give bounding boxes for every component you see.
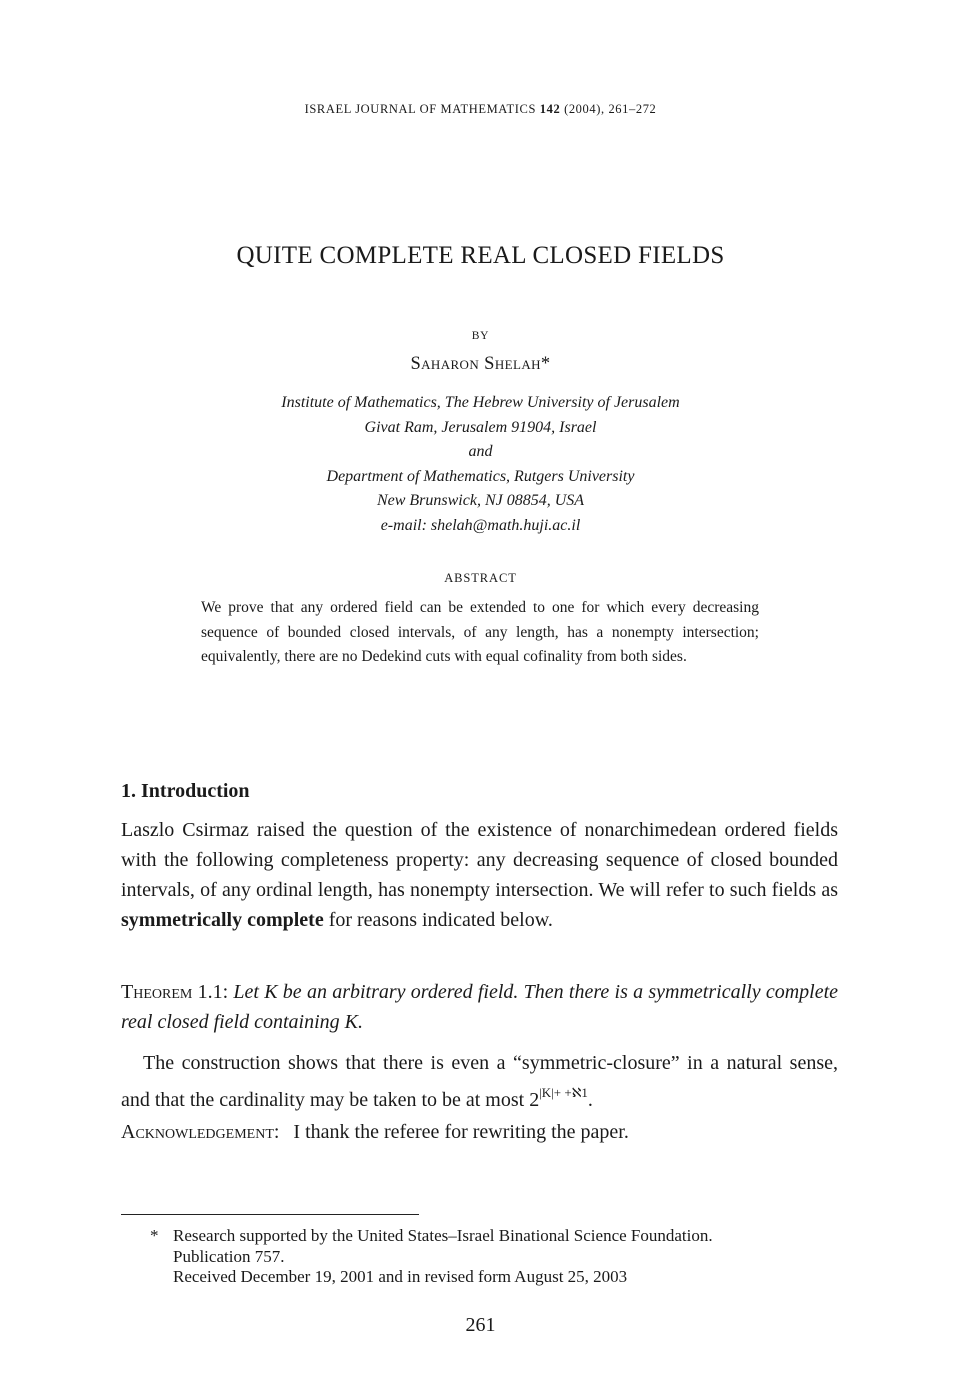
footnote <box>150 1226 840 1288</box>
footnote-marker: * <box>150 1226 159 1245</box>
journal-header <box>0 102 961 117</box>
acknowledgement <box>121 1121 838 1144</box>
author-name: Saharon Shelah* <box>410 354 551 374</box>
page-number: 261 <box>465 1314 496 1336</box>
construction-paragraph <box>121 1048 838 1115</box>
footnote-line: Publication 757. <box>173 1246 285 1266</box>
abstract-text: We prove that any ordered field can be extended to one for which every decreasing sequence of bounded closed intervals, of any length, has a nonempty intersection; equivalently, there are no Dedekind cuts with equal cofinality from both sides. <box>201 599 759 665</box>
affiliation-line: Institute of Mathematics, The Hebrew University of Jerusalem <box>281 394 680 411</box>
footnote-line: Received December 19, 2001 and in revised form August 25, 2003 <box>173 1267 628 1286</box>
acknowledgement-label: Acknowledgement: <box>121 1121 280 1143</box>
intro-text-start: Laszlo Csirmaz raised the question of the existence of nonarchimedean ordered fields with the following completeness property: any decreasing sequence of closed bounded intervals, of any ordinal length, has nonempty intersection. We will refer to such fields as <box>121 819 838 901</box>
affiliation-line: and <box>468 443 493 460</box>
affiliation-block <box>0 391 961 538</box>
theorem-1-1 <box>121 977 838 1037</box>
author-email: e-mail: shelah@math.huji.ac.il <box>380 516 581 534</box>
construction-end: . <box>587 1089 593 1111</box>
intro-text-end: for reasons indicated below. <box>323 909 553 931</box>
theorem-label: Theorem 1.1: <box>121 981 229 1003</box>
by-label: BY <box>471 330 490 342</box>
cardinality-exponent: |K|+ +ℵ1 <box>539 1085 588 1100</box>
footnote-line: Research supported by the United States–Israel Binational Science Foundation. <box>173 1226 713 1245</box>
section-heading: 1. Introduction <box>121 780 250 802</box>
acknowledgement-text: I thank the referee for rewriting the paper. <box>293 1121 629 1143</box>
affiliation-line: Givat Ram, Jerusalem 91904, Israel <box>364 418 597 436</box>
theorem-statement: Let K be an arbitrary ordered field. Then there is a symmetrically complete real closed field containing K. <box>121 981 839 1033</box>
abstract-heading: ABSTRACT <box>444 571 517 585</box>
affiliation-line: Department of Mathematics, Rutgers University <box>326 467 635 485</box>
journal-volume: 142 <box>539 102 561 116</box>
footnote-divider <box>121 1214 419 1215</box>
intro-paragraph <box>121 815 838 935</box>
construction-text: The construction shows that there is even a “symmetric-closure” in a natural sense, and that the cardinality may be taken to be at most 2 <box>121 1052 838 1111</box>
paper-title: QUITE COMPLETE REAL CLOSED FIELDS <box>236 242 725 269</box>
affiliation-line: New Brunswick, NJ 08854, USA <box>376 492 585 509</box>
intro-bold-term: symmetrically complete <box>121 909 324 931</box>
journal-name: ISRAEL JOURNAL OF MATHEMATICS <box>304 102 537 116</box>
journal-year-pages: (2004), 261–272 <box>564 102 657 116</box>
